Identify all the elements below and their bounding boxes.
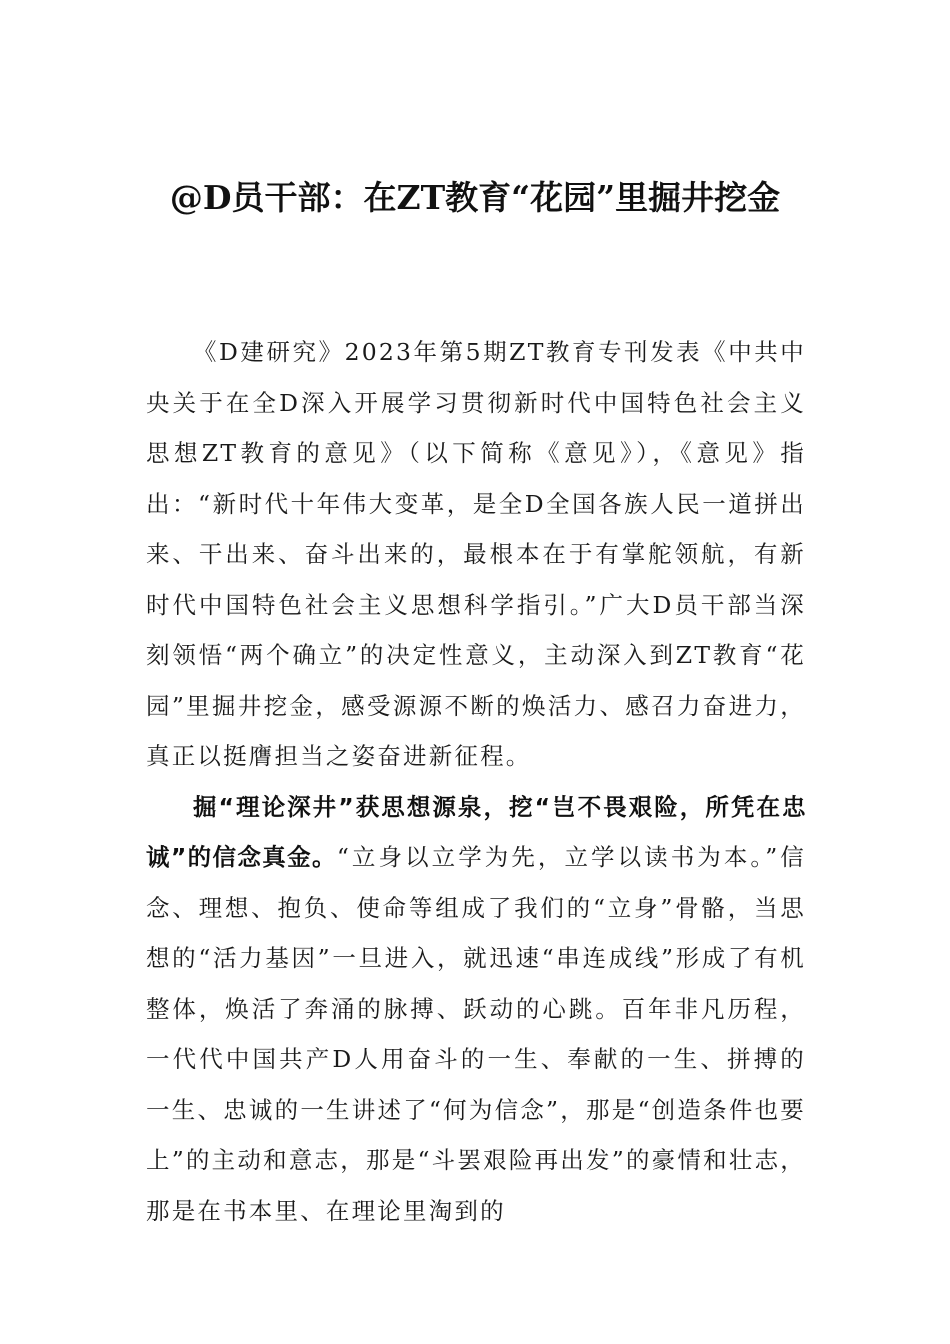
document-title: @D员干部：在ZT教育“花园”里掘井挖金 <box>169 178 781 217</box>
paragraph-2-lead: 掘“理论深井”获思想源泉，挖“岂不畏艰险，所凭在忠诚”的信念真金。 <box>146 792 806 871</box>
paragraph-1-text: 《D建研究》2023年第5期ZT教育专刊发表《中共中央关于在全D深入开展学习贯彻新时代中国特色社会主义思想ZT教育的意见》（以下简称《意见》），《意见》指出：“新时代十年伟大变革，是全D全国各族人民一道拼出来、干出来、奋斗出来的，最根本在于有掌舵领航，有新时代中国特色社会主义思想科学指引。”广大D员干部当深刻领悟“两个确立”的决定性意义，主动深入到ZT教育“花园”里掘井挖金，感受源源不断的焕活力、感召力奋进力，真正以挺膺担当之姿奋进新征程。 <box>146 338 806 770</box>
paragraph-1 <box>146 327 806 782</box>
paragraph-2-text: “立身以立学为先，立学以读书为本。”信念、理想、抱负、使命等组成了我们的“立身”骨骼，当思想的“活力基因”一旦进入，就迅速“串连成线”形成了有机整体，焕活了奔涌的脉搏、跃动的心跳。百年非凡历程，一代代中国共产D人用奋斗的一生、奉献的一生、拼搏的一生、忠诚的一生讲述了“何为信念”，那是“创造条件也要上”的主动和意志，那是“斗罢艰险再出发”的豪情和壮志，那是在书本里、在理论里淘到的 <box>146 843 806 1225</box>
paragraph-2 <box>146 782 806 1237</box>
document-body <box>146 327 806 1236</box>
